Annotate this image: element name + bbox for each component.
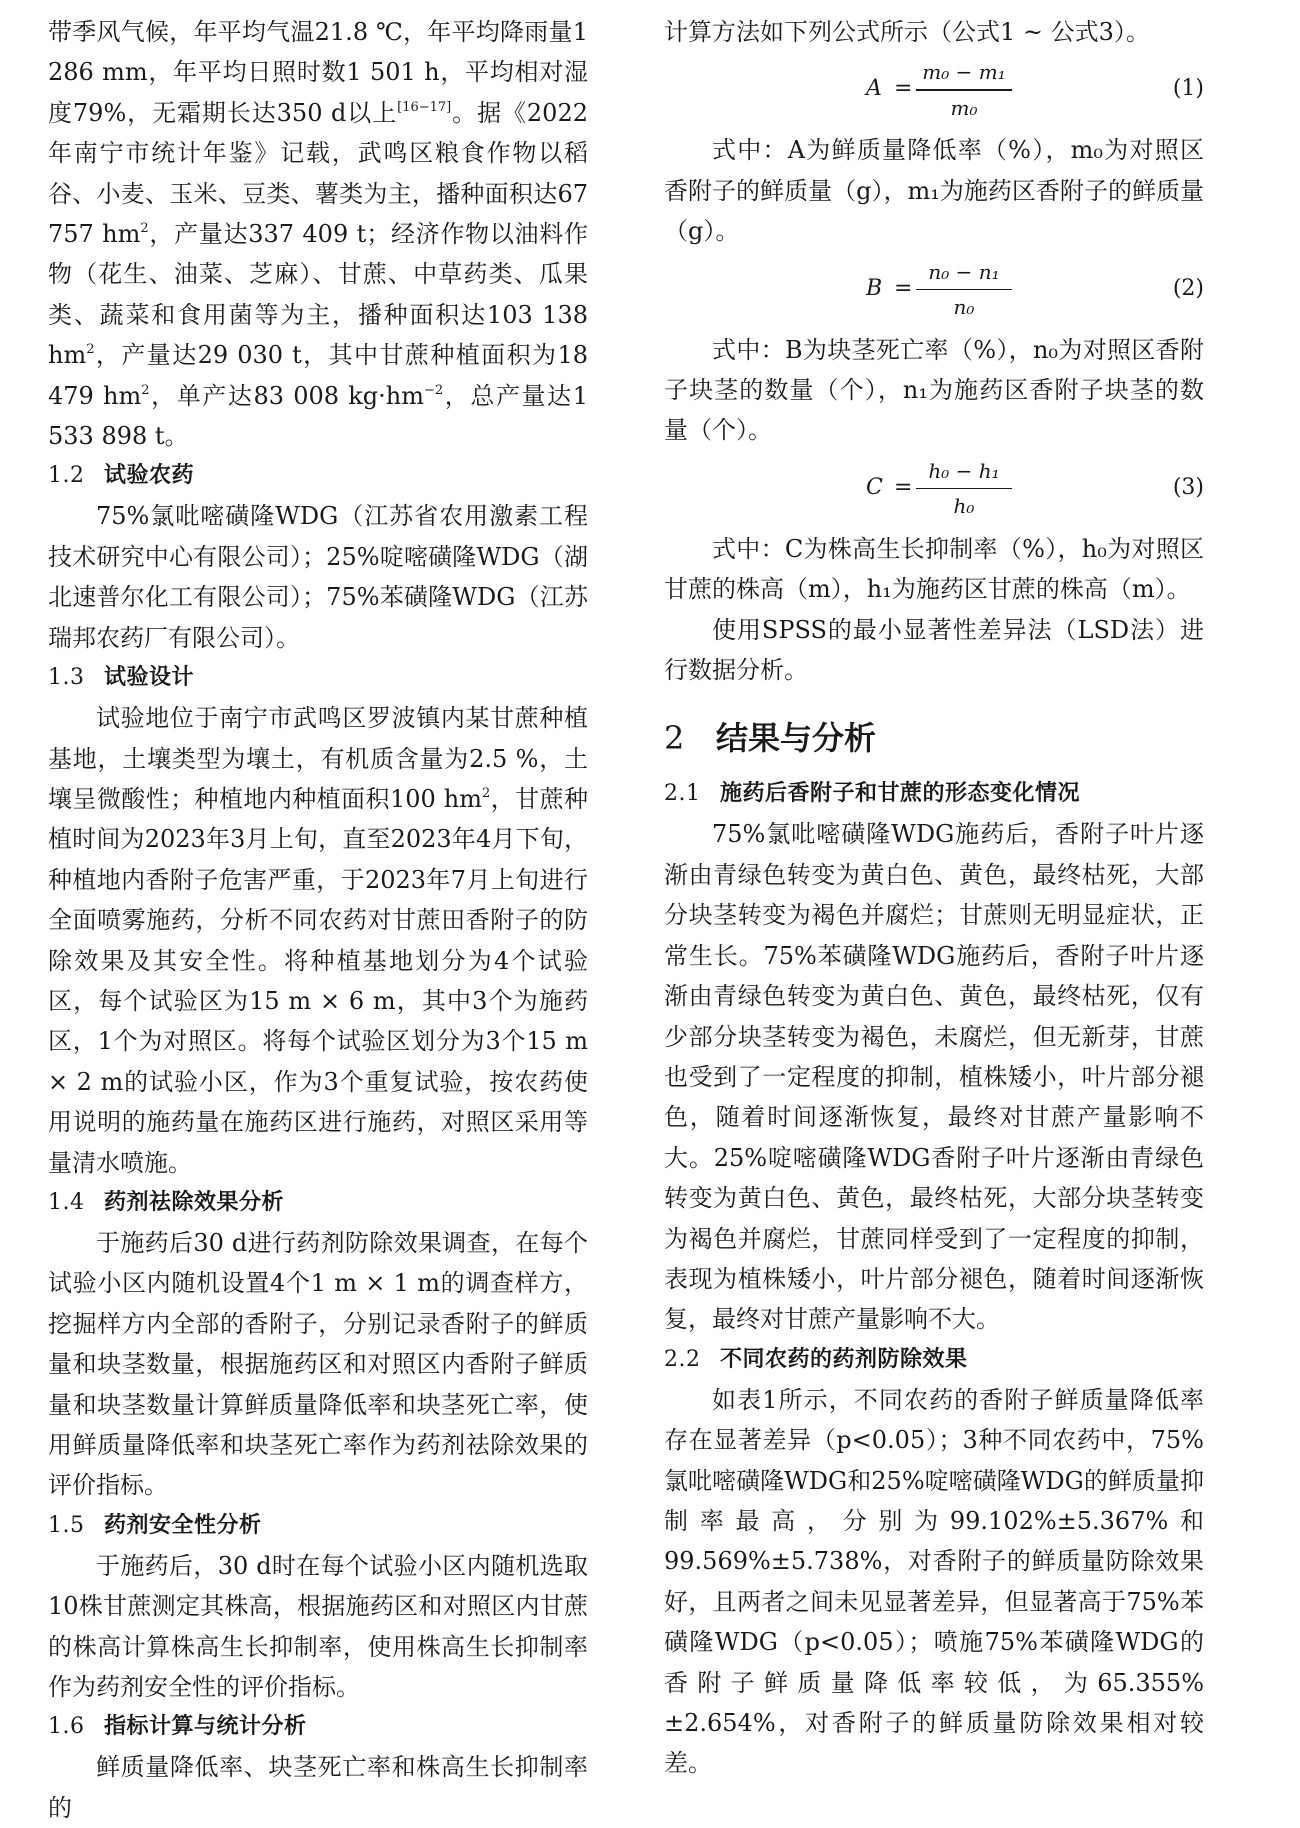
eq2-denominator: n₀ [953, 295, 975, 320]
section-1-5-heading: 1.5 药剂安全性分析 [48, 1512, 262, 1538]
eq1-lhs: A [866, 76, 882, 102]
equation-2 [664, 258, 1204, 326]
eq3-fraction-bar [916, 488, 1012, 490]
eq3-numerator: h₀ − h₁ [928, 458, 1000, 483]
eq3-equals: = [894, 474, 913, 500]
eq1-note: 式中：A为鲜质量降低率（%），m₀为对照区香附子的鲜质量（g），m₁为施药区香附子的鲜质量（g）。 [664, 136, 1204, 246]
section-2-2-body: 如表1所示，不同农药的香附子鲜质量降低率存在显著差异（p<0.05）；3种不同农药中，75%氯吡嘧磺隆WDG和25%啶嘧磺隆WDG的鲜质量抑制率最高，分别为99.102%±5.367%和99.569%±5.738%，对香附子的鲜质量防除效果好，且两者之间未见显著差异，但显著高于75%苯磺隆WDG（p<0.05）；喷施75%苯磺隆WDG的香附子鲜质量降低率较低，为65.355%±2.654%，对香附子的鲜质量防除效果相对较差。 [664, 1385, 1204, 1778]
eq3-note: 式中：C为株高生长抑制率（%），h₀为对照区甘蔗的株高（m），h₁为施药区甘蔗的株高（m）。 [664, 534, 1204, 604]
section-1-4-body: 于施药后30 d进行药剂防除效果调查，在每个试验小区内随机设置4个1 m × 1 m的调查样方，挖掘样方内全部的香附子，分别记录香附子的鲜质量和块茎数量，根据施药区和对照区内香附子鲜质量和块茎数量计算鲜质量降低率和块茎死亡率，使用鲜质量降低率和块茎死亡率作为药剂祛除效果的评价指标。 [48, 1228, 588, 1500]
equation-3 [664, 457, 1204, 525]
right-column [664, 12, 1204, 1784]
eq1-equals: = [894, 76, 913, 102]
section-2-2-heading: 2.2 不同农药的药剂防除效果 [664, 1346, 968, 1372]
section-1-4-heading: 1.4 药剂祛除效果分析 [48, 1189, 285, 1215]
section-1-6-heading: 1.6 指标计算与统计分析 [48, 1714, 307, 1740]
eq1-fraction [916, 58, 1012, 122]
section-2-heading: 2 结果与分析 [664, 719, 877, 758]
section-1-2-body: 75%氯吡嘧磺隆WDG（江苏省农用激素工程技术研究中心有限公司）；25%啶嘧磺隆WDG（湖北速普尔化工有限公司）；75%苯磺隆WDG（江苏瑞邦农药厂有限公司）。 [48, 502, 588, 652]
section-1-3-heading: 1.3 试验设计 [48, 665, 195, 691]
section-1-5-body: 于施药后，30 d时在每个试验小区内随机选取10株甘蔗测定其株高，根据施药区和对照区内甘蔗的株高计算株高生长抑制率，使用株高生长抑制率作为药剂安全性的评价指标。 [48, 1551, 588, 1702]
eq1-fraction-bar [916, 89, 1012, 91]
eq2-lhs: B [866, 275, 883, 301]
eq2-equals: = [894, 275, 913, 301]
eq2-note: 式中：B为块茎死亡率（%），n₀为对照区香附子块茎的数量（个），n₁为施药区香附子块茎的数量（个）。 [664, 335, 1204, 445]
spss-paragraph: 使用SPSS的最小显著性差异法（LSD法）进行数据分析。 [664, 615, 1204, 685]
eq1-number: (1) [1172, 76, 1204, 102]
eq2-fraction [916, 258, 1012, 322]
section-1-2-heading: 1.2 试验农药 [48, 463, 195, 489]
eq1-numerator: m₀ − m₁ [922, 60, 1006, 85]
section-1-3-body: 试验地位于南宁市武鸣区罗波镇内某甘蔗种植基地，土壤类型为壤土，有机质含量为2.5 %，土壤呈微酸性；种植地内种植面积100 $hm^2$，甘蔗种植时间为2023年3月上旬，直至2023年4月下旬，种植地内香附子危害严重，于2023年7月上旬进行全面喷雾施药，分析不同农药对甘蔗田香附子的防除效果及其安全性。将种植基地划分为4个试验区，每个试验区为15 m × 6 m，其中3个为施药区，1个为对照区。将每个试验区划分为3个15 m × 2 m的试验小区，作为3个重复试验，按农药使用说明的施药量在施药区进行施药，对照区采用等量清水喷施。 [48, 704, 589, 1177]
eq3-denominator: h₀ [953, 494, 975, 519]
climate-paragraph: 带季风气候，年平均气温21.8 ℃，年平均降雨量1 286 mm，年平均日照时数1 501 h，平均相对湿度79%，无霜期长达350 d以上[16−17]。据《2022年南宁市统计年鉴》记载，武鸣区粮食作物以稻谷、小麦、玉米、豆类、薯类为主，播种面积达67 757 $hm^2$，产量达337 409 t；经济作物以油料作物（花生、油菜、芝麻）、甘蔗、中草药类、瓜果类、蔬菜和食用菌等为主，播种面积达103 138 $hm^2$，产量达29 030 t，其中甘蔗种植面积为18 479 $hm^2$，单产达83 008 $kg\cdot hm^{-2}$，总产量达1 533 898 t。 [48, 18, 588, 451]
eq2-number: (2) [1172, 275, 1204, 301]
eq2-numerator: n₀ − n₁ [928, 259, 1000, 284]
eq3-number: (3) [1172, 474, 1204, 500]
eq3-lhs: C [866, 474, 883, 500]
section-1-6-body: 鲜质量降低率、块茎死亡率和株高生长抑制率的 [48, 1753, 588, 1822]
left-column [48, 12, 588, 1828]
eq1-denominator: m₀ [950, 95, 978, 120]
eq3-fraction [916, 457, 1012, 521]
section-2-1-heading: 2.1 施药后香附子和甘蔗的形态变化情况 [664, 781, 1081, 807]
eq2-fraction-bar [916, 289, 1012, 291]
equation-1 [664, 58, 1204, 126]
formula-intro: 计算方法如下列公式所示（公式1 ~ 公式3）。 [664, 18, 1150, 46]
section-2-1-body: 75%氯吡嘧磺隆WDG施药后，香附子叶片逐渐由青绿色转变为黄白色、黄色，最终枯死，大部分块茎转变为褐色并腐烂；甘蔗则无明显症状，正常生长。75%苯磺隆WDG施药后，香附子叶片逐渐由青绿色转变为黄白色、黄色，最终枯死，仅有少部分块茎转变为褐色，未腐烂，但无新芽，甘蔗也受到了一定程度的抑制，植株矮小，叶片部分褪色，随着时间逐渐恢复，最终对甘蔗产量影响不大。25%啶嘧磺隆WDG香附子叶片逐渐由青绿色转变为黄白色、黄色，最终枯死，大部分块茎转变为褐色并腐烂，甘蔗同样受到了一定程度的抑制，表现为植株矮小，叶片部分褪色，随着时间逐渐恢复，最终对甘蔗产量影响不大。 [664, 820, 1204, 1334]
